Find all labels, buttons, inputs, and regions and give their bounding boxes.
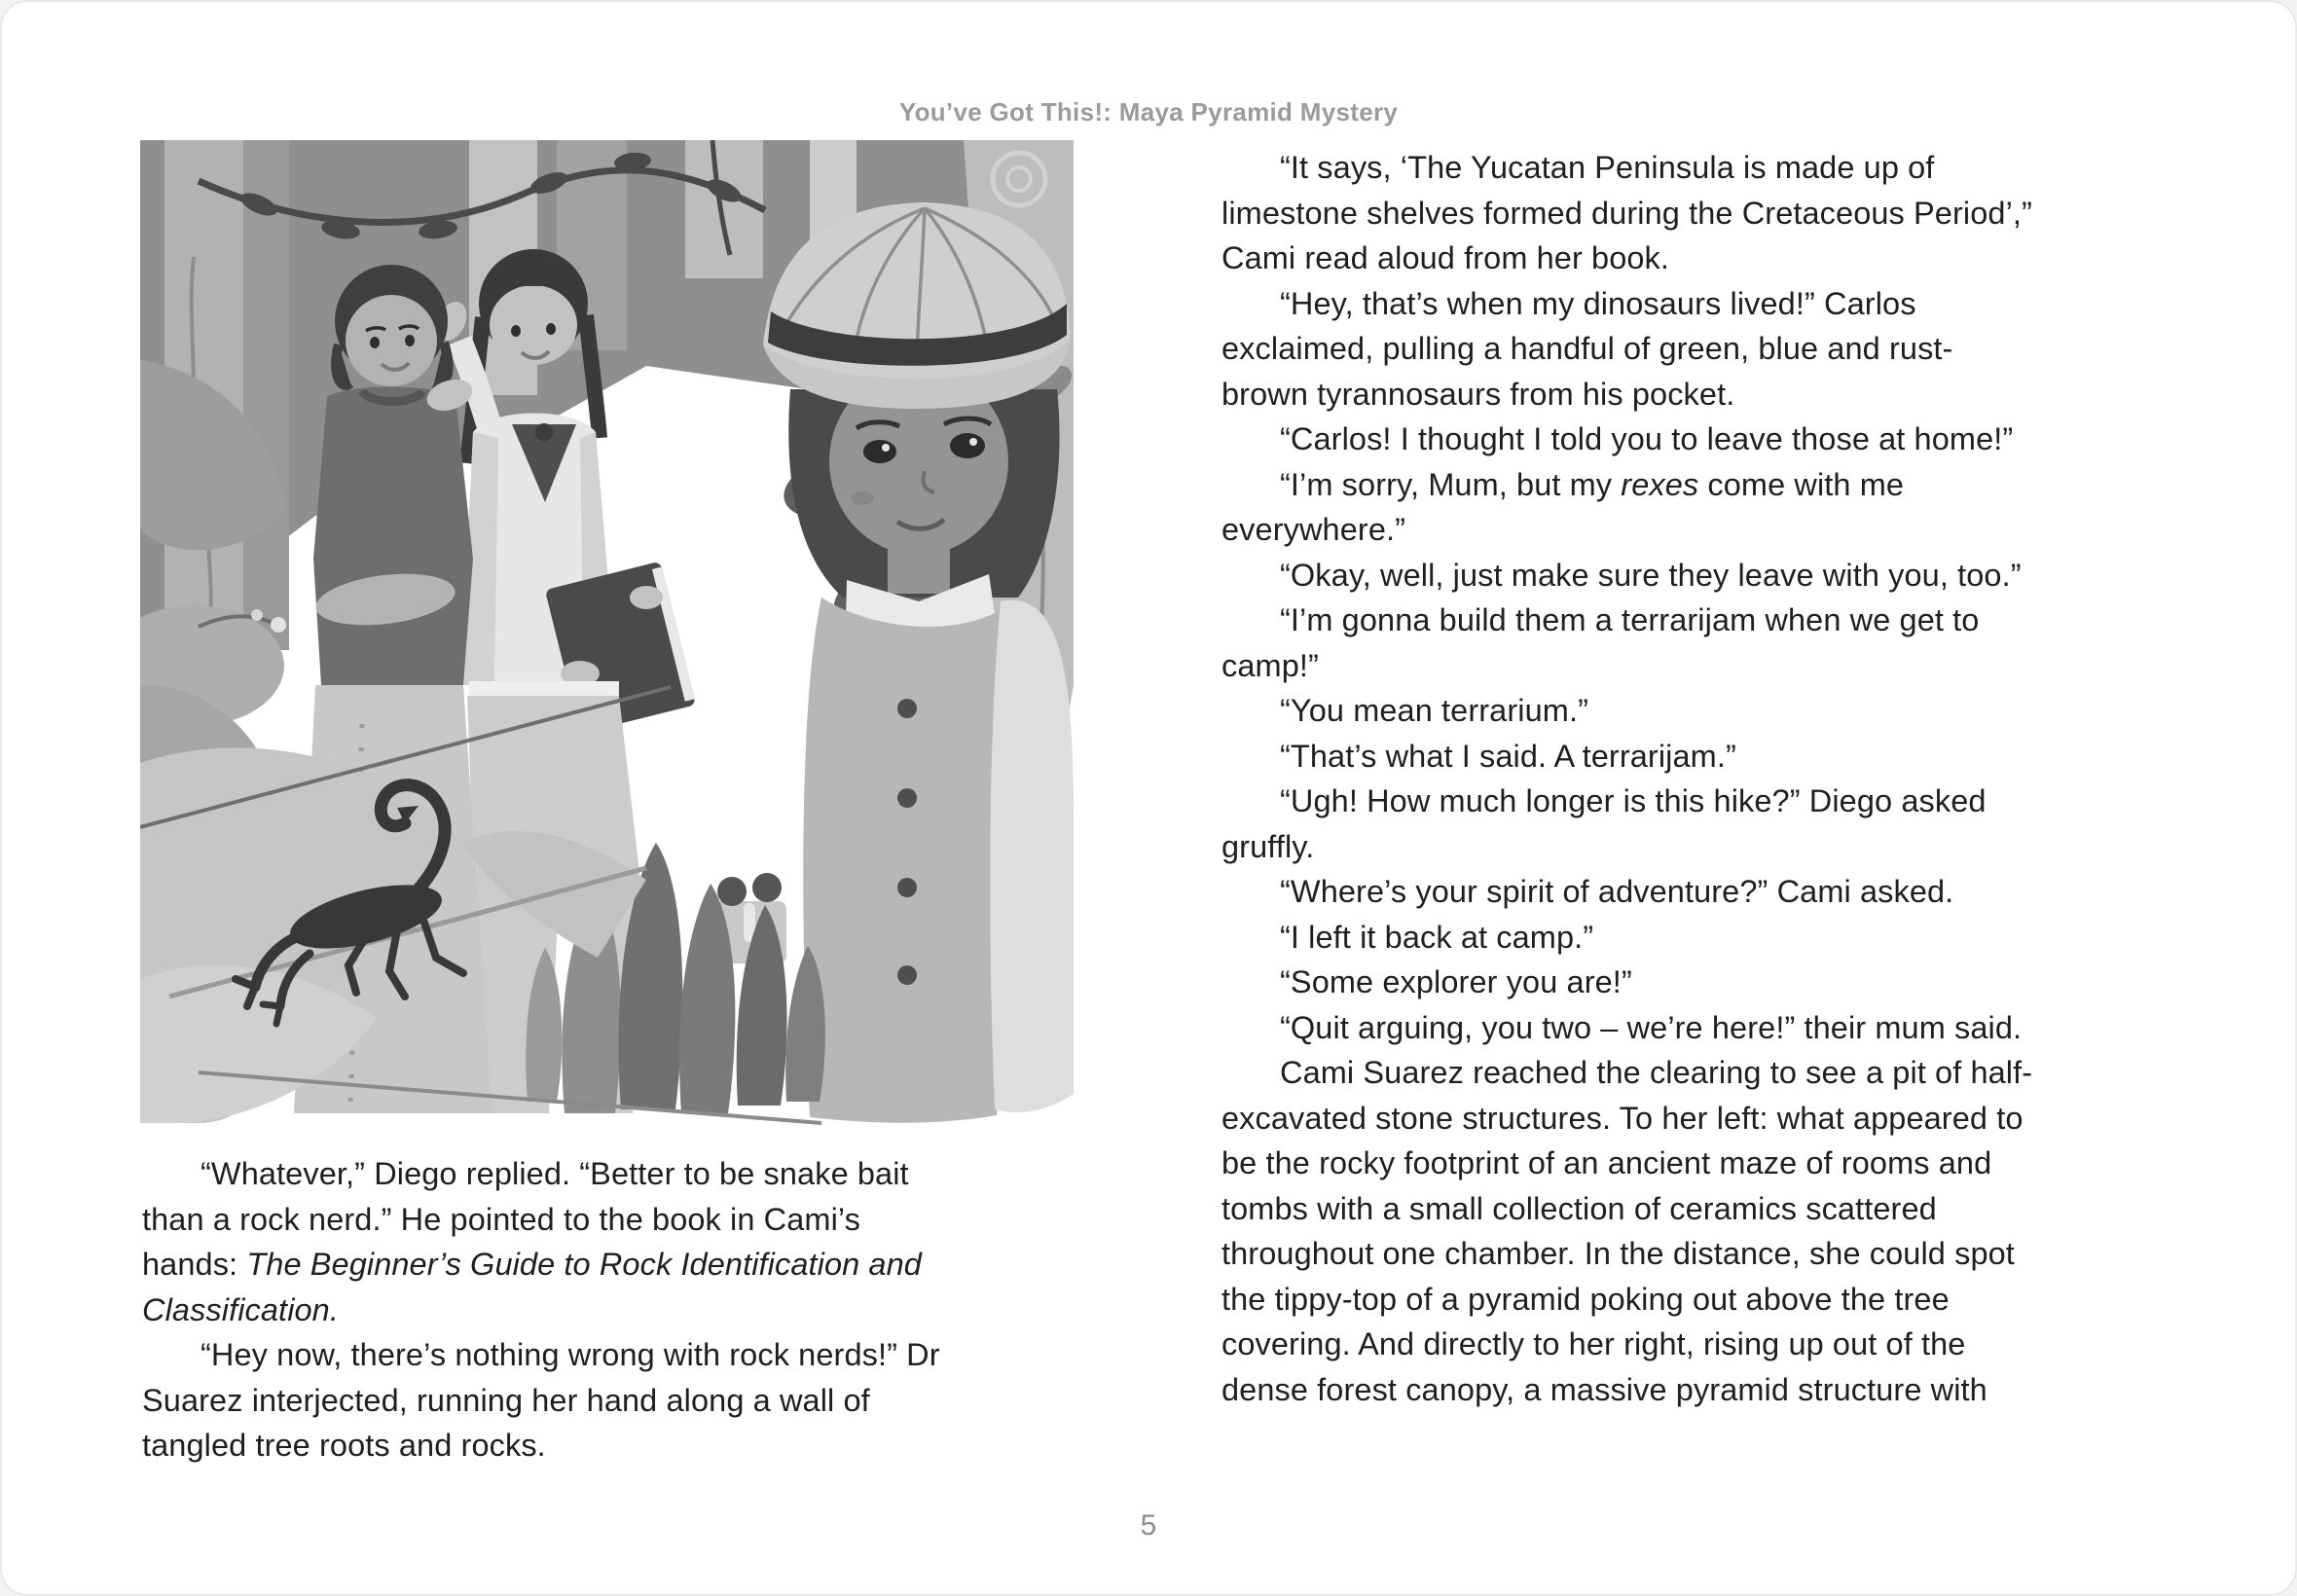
text-line: brown tyrannosaurs from his pocket.: [1221, 376, 1735, 412]
text-line: throughout one chamber. In the distance, she could spot: [1221, 1236, 2015, 1271]
text-line: tombs with a small collection of ceramics scattered: [1221, 1190, 1937, 1226]
text-line: “You mean terrarium.”: [1280, 693, 1588, 728]
text-line: gruffly.: [1221, 828, 1315, 864]
text-line: camp!”: [1221, 647, 1319, 683]
text-line: Cami Suarez reached the clearing to see a pit of half-: [1280, 1055, 2033, 1090]
text-line: “Ugh! How much longer is this hike?” Diego asked: [1280, 783, 1987, 818]
text-line: be the rocky footprint of an ancient maze of rooms and: [1221, 1145, 1992, 1180]
text-line: than a rock nerd.” He pointed to the book in Cami’s: [142, 1201, 860, 1237]
text-line: excavated stone structures. To her left: what appeared to: [1221, 1100, 2024, 1136]
text-line: Classification.: [142, 1291, 339, 1327]
right-text-column: [1221, 145, 2195, 1412]
text-line: Cami read aloud from her book.: [1221, 240, 1670, 275]
story-illustration: [140, 140, 1074, 1125]
text-line: “Quit arguing, you two – we’re here!” their mum said.: [1280, 1009, 2023, 1045]
text-line: the tippy-top of a pyramid poking out above the tree: [1221, 1281, 1950, 1317]
text-line: dense forest canopy, a massive pyramid structure with: [1221, 1371, 1987, 1407]
text-line: “Hey, that’s when my dinosaurs lived!” Carlos: [1280, 285, 1916, 321]
text-line: “Where’s your spirit of adventure?” Cami asked.: [1280, 874, 1954, 909]
text-line: Suarez interjected, running her hand along a wall of: [142, 1382, 870, 1418]
text-line: “Whatever,” Diego replied. “Better to be snake bait: [201, 1156, 909, 1191]
text-line: everywhere.”: [1221, 512, 1406, 547]
text-line: tangled tree roots and rocks.: [142, 1428, 546, 1463]
text-line: “I’m sorry, Mum, but my rexes come with me: [1280, 466, 1905, 502]
text-line: “That’s what I said. A terrarijam.”: [1280, 738, 1736, 774]
running-header: You’ve Got This!: Maya Pyramid Mystery: [898, 97, 1399, 127]
text-line: “I left it back at camp.”: [1280, 919, 1594, 955]
text-line: covering. And directly to her right, rising up out of the: [1221, 1326, 1966, 1361]
text-line: hands: The Beginner’s Guide to Rock Identification and: [142, 1247, 922, 1282]
text-line: limestone shelves formed during the Cretaceous Period’,”: [1221, 195, 2032, 231]
text-line: “Carlos! I thought I told you to leave those at home!”: [1280, 421, 2014, 456]
text-line: “Okay, well, just make sure they leave with you, too.”: [1280, 557, 2022, 593]
text-line: “It says, ‘The Yucatan Peninsula is made up of: [1280, 150, 1935, 185]
text-line: “I’m gonna build them a terrarijam when we get to: [1280, 602, 1980, 637]
text-line: “Hey now, there’s nothing wrong with rock nerds!” Dr: [201, 1337, 940, 1372]
page-number: 5: [1140, 1509, 1157, 1542]
text-line: “Some explorer you are!”: [1280, 964, 1632, 999]
left-text-column: [142, 1151, 1115, 1469]
text-line: exclaimed, pulling a handful of green, blue and rust-: [1221, 331, 1953, 366]
